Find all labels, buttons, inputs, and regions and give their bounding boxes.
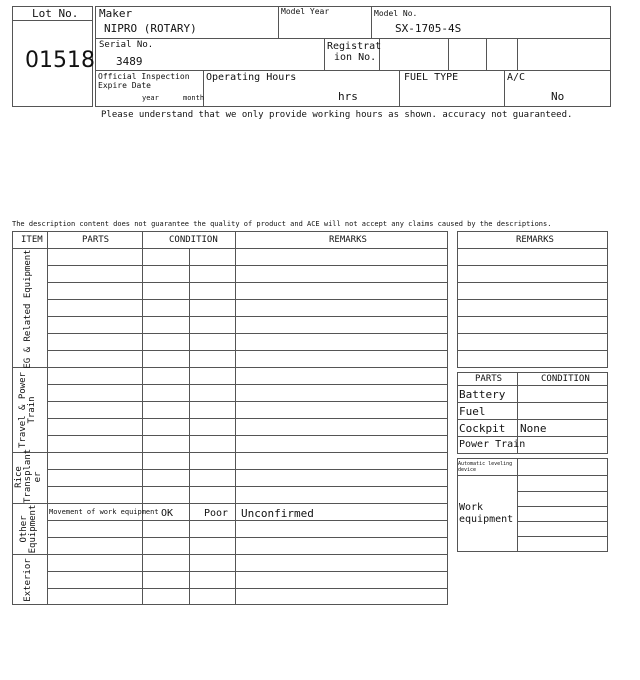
- row-line: [47, 435, 448, 436]
- divider: [486, 38, 487, 70]
- ac-label: A/C: [507, 72, 526, 83]
- month-label: month: [183, 94, 205, 102]
- col-remarks-header: REMARKS: [329, 235, 367, 245]
- divider: [517, 458, 518, 552]
- row-line: [517, 506, 608, 507]
- divider: [448, 38, 449, 70]
- row-line: [47, 418, 448, 419]
- row-line: [47, 486, 448, 487]
- condition-poor: Poor: [204, 508, 229, 519]
- section-other-label: Other Equipment: [19, 504, 39, 554]
- row-line: [47, 265, 448, 266]
- row-line: [47, 384, 448, 385]
- row-line: [457, 333, 608, 334]
- row-line: [47, 537, 448, 538]
- divider: [95, 70, 611, 71]
- col-parts-header: PARTS: [82, 235, 110, 245]
- divider: [399, 70, 400, 107]
- fuel-label: Fuel: [459, 405, 486, 418]
- maker-value: NIPRO (ROTARY): [104, 22, 197, 35]
- hours-disclaimer: Please understand that we only provide working hours as shown. accuracy not guaranteed.: [101, 110, 573, 120]
- col-item-header: ITEM: [21, 235, 43, 245]
- row-line: [47, 282, 448, 283]
- lot-number: 01518: [25, 48, 95, 73]
- row-line: [457, 248, 608, 249]
- model-no-value: SX-1705-4S: [395, 22, 462, 35]
- row-line: [47, 520, 448, 521]
- row-line: [457, 265, 608, 266]
- work-equipment-label: Work: [459, 502, 484, 513]
- row-line: [47, 571, 448, 572]
- work-equipment-label: equipment: [459, 514, 514, 525]
- work-status: Unconfirmed: [241, 507, 314, 520]
- section-travel-label: Travel & Power Train: [18, 372, 38, 448]
- registration-label: Registrat: [327, 41, 382, 52]
- col-condition-header: CONDITION: [169, 235, 218, 245]
- divider: [371, 6, 372, 38]
- divider: [189, 248, 190, 605]
- section-divider: [12, 554, 448, 555]
- row-line: [457, 436, 608, 437]
- row-line: [457, 419, 608, 420]
- divider: [324, 38, 325, 70]
- serial-value: 3489: [116, 55, 143, 68]
- model-no-label: Model No.: [374, 9, 418, 18]
- lot-label: Lot No.: [32, 7, 79, 20]
- condition-header: CONDITION: [541, 374, 590, 384]
- row-line: [47, 350, 448, 351]
- row-line: [47, 588, 448, 589]
- battery-label: Battery: [459, 388, 506, 401]
- cockpit-condition: None: [520, 422, 547, 435]
- parts-header: PARTS: [475, 374, 503, 384]
- row-line: [47, 316, 448, 317]
- year-label: year: [142, 94, 159, 102]
- row-line: [517, 521, 608, 522]
- remarks-header: REMARKS: [516, 235, 554, 245]
- power-train-label: Power Train: [459, 439, 526, 450]
- inspection-label: Expire Date: [98, 81, 151, 90]
- row-line: [457, 475, 608, 476]
- row-line: [457, 350, 608, 351]
- divider: [517, 38, 518, 70]
- fuel-type-label: FUEL TYPE: [404, 72, 459, 83]
- serial-label: Serial No.: [99, 40, 154, 50]
- operating-hours-label: Operating Hours: [206, 72, 297, 83]
- divider: [278, 6, 279, 38]
- maker-label: Maker: [99, 7, 133, 20]
- auto-leveling-label: Automatic leveling: [458, 461, 513, 467]
- row-line: [457, 402, 608, 403]
- divider: [95, 38, 611, 39]
- row-line: [47, 333, 448, 334]
- divider: [12, 248, 448, 249]
- row-line: [517, 491, 608, 492]
- ac-value: No: [551, 90, 565, 103]
- cockpit-label: Cockpit: [459, 422, 506, 435]
- description-disclaimer: The description content does not guarantee the quality of product and ACE will not accept any claims caused by the descriptions.: [12, 220, 552, 228]
- inspection-label: Official Inspection: [98, 72, 190, 81]
- section-exterior-label: Exterior: [23, 558, 33, 602]
- hours-unit: hrs: [338, 90, 358, 103]
- registration-label: ion No.: [334, 52, 377, 63]
- section-divider: [12, 452, 448, 453]
- condition-ok: OK: [161, 508, 174, 519]
- row-line: [47, 299, 448, 300]
- section-rice-label: Rice Transplant er: [14, 448, 43, 503]
- row-line: [517, 536, 608, 537]
- row-line: [457, 316, 608, 317]
- section-divider: [12, 367, 448, 368]
- section-eg-label: EG & Related Equipment: [23, 249, 33, 369]
- row-line: [47, 469, 448, 470]
- row-line: [457, 299, 608, 300]
- work-movement-part: Movement of work equipment: [49, 508, 159, 516]
- row-line: [457, 385, 608, 386]
- section-divider: [12, 503, 448, 504]
- row-line: [457, 282, 608, 283]
- divider: [12, 20, 93, 21]
- divider: [504, 70, 505, 107]
- row-line: [47, 401, 448, 402]
- auto-leveling-label: device: [458, 467, 477, 473]
- model-year-label: Model Year: [281, 7, 330, 16]
